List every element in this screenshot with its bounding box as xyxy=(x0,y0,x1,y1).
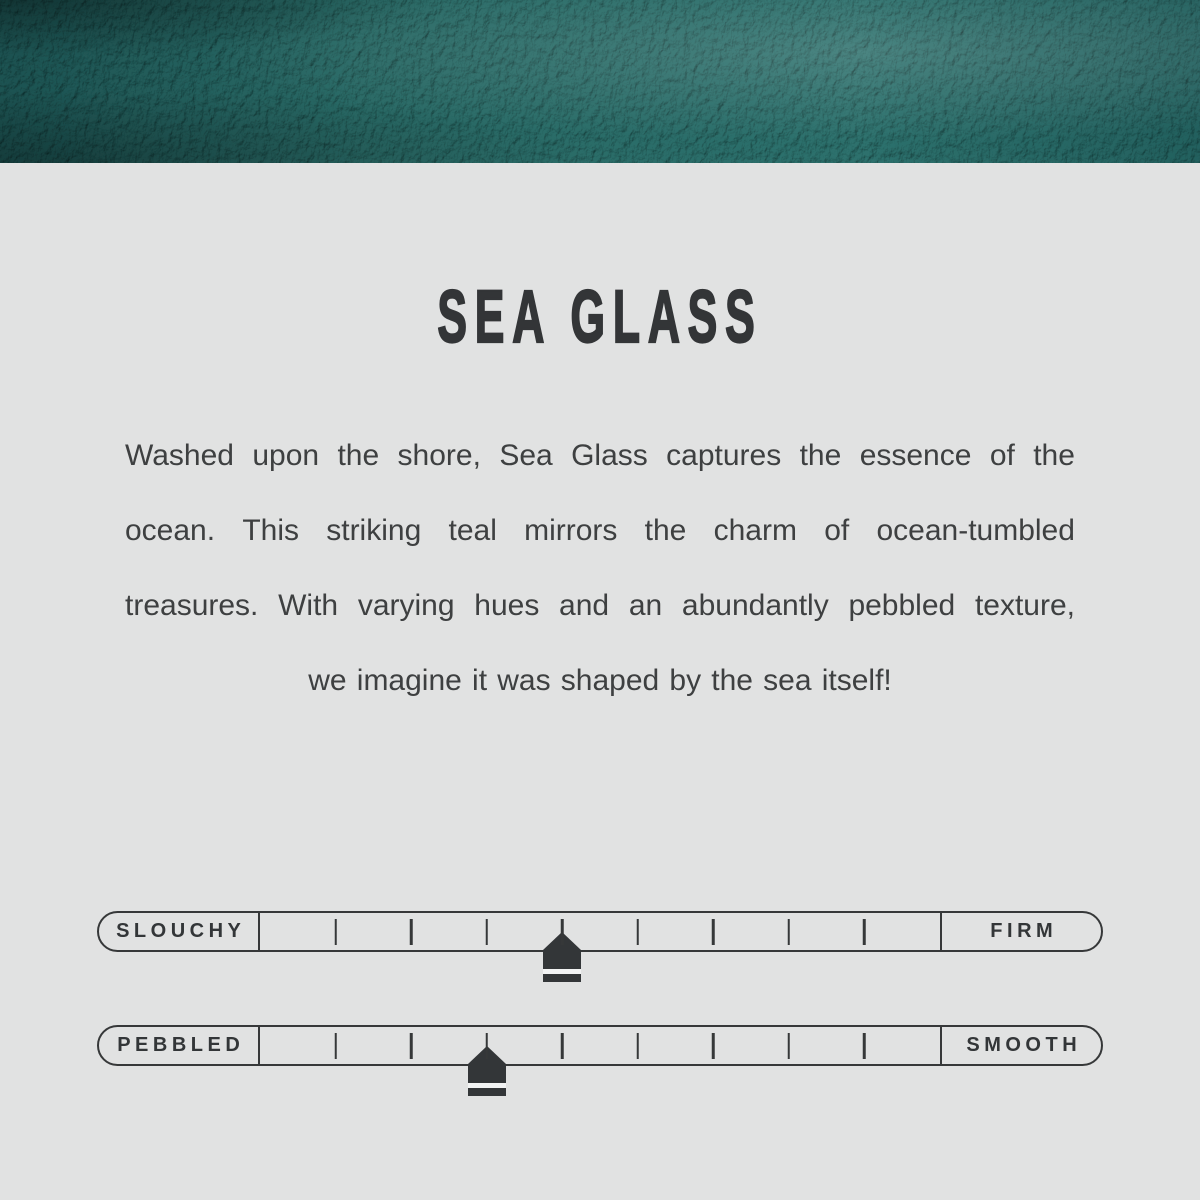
tick-mark xyxy=(712,919,715,945)
tick-mark xyxy=(410,919,413,945)
tick-mark xyxy=(637,919,640,945)
description-line: we imagine it was shaped by the sea itself! xyxy=(308,663,892,697)
slider-right-label: SMOOTH xyxy=(940,1027,1101,1064)
slider-slouchy-firm xyxy=(97,911,1103,952)
slider-pebbled-smooth xyxy=(97,1025,1103,1066)
tick-mark xyxy=(788,1033,791,1059)
tick-mark xyxy=(334,1033,337,1059)
leather-texture-image xyxy=(0,0,1200,163)
slider-left-label: PEBBLED xyxy=(99,1027,260,1064)
tick-mark xyxy=(485,919,488,945)
tick-mark xyxy=(561,1033,564,1059)
tick-mark xyxy=(561,919,564,945)
page-title xyxy=(0,275,1200,358)
tick-mark xyxy=(334,919,337,945)
slider-scale xyxy=(260,1027,940,1064)
slider-right-label: FIRM xyxy=(940,913,1101,950)
tick-mark xyxy=(712,1033,715,1059)
leather-texture-banner xyxy=(0,0,1200,163)
description-line: Washed upon the shore, Sea Glass captures the essence of the xyxy=(125,438,1075,472)
tick-mark xyxy=(485,1033,488,1059)
page-title-text: SEA GLASS xyxy=(437,275,763,358)
tick-mark xyxy=(863,1033,866,1059)
description-line: treasures. With varying hues and an abundantly pebbled texture, xyxy=(125,588,1075,622)
tick-mark xyxy=(863,919,866,945)
description-line: ocean. This striking teal mirrors the charm of ocean-tumbled xyxy=(125,513,1075,547)
tick-mark xyxy=(410,1033,413,1059)
slider-scale xyxy=(260,913,940,950)
slider-left-label: SLOUCHY xyxy=(99,913,260,950)
tick-mark xyxy=(637,1033,640,1059)
description xyxy=(125,418,1075,718)
tick-mark xyxy=(788,919,791,945)
